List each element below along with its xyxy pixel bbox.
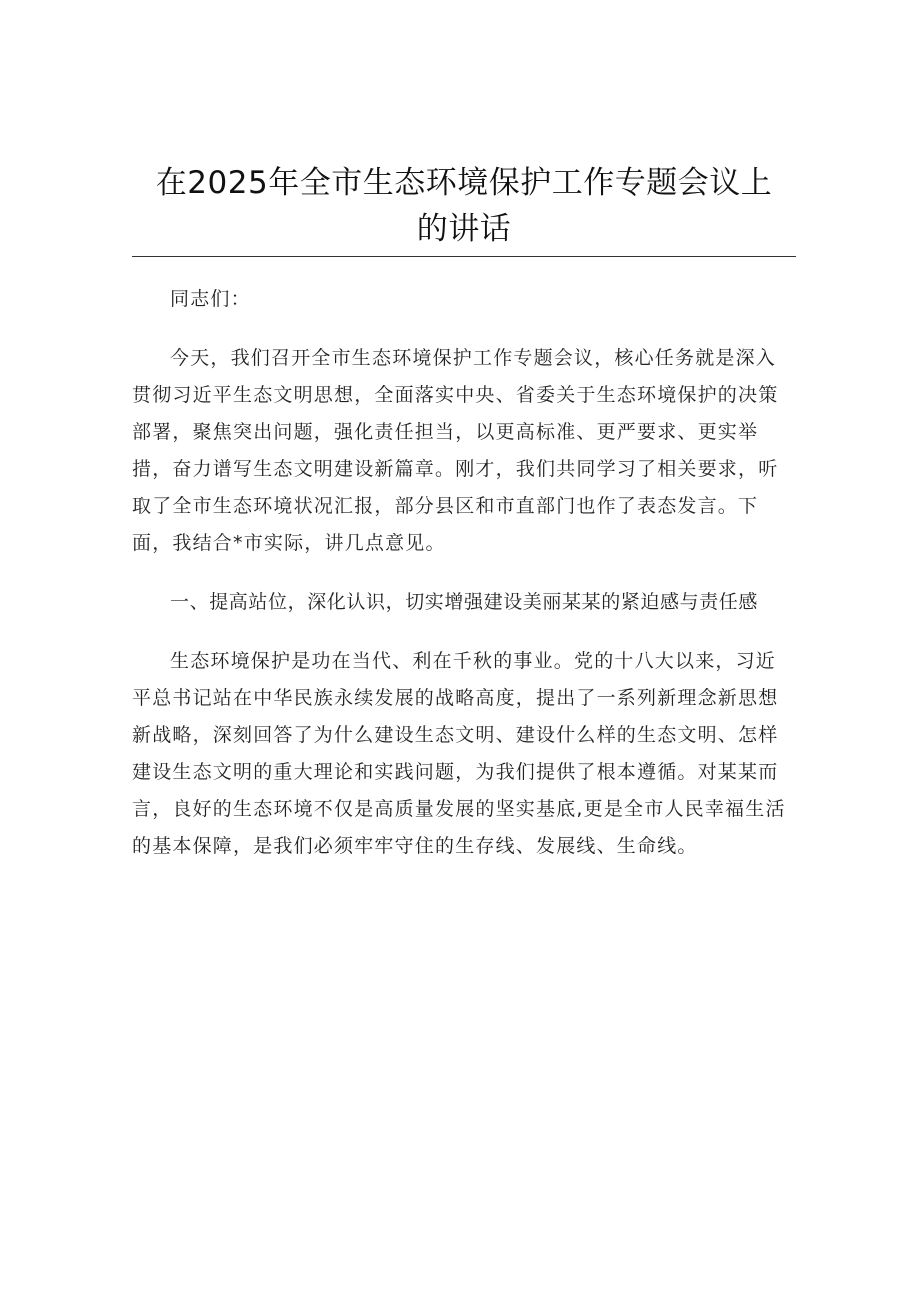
salutation: 同志们： bbox=[170, 288, 251, 310]
title-divider bbox=[132, 256, 796, 257]
section-1-heading: 一、提高站位，深化认识，切实增强建设美丽某某的紧迫感与责任感 bbox=[170, 591, 759, 613]
intro-paragraph: 今天，我们召开全市生态环境保护工作专题会议，核心任务就是深入贯彻习近平生态文明思想，全面落实中央、省委关于生态环境保护的决策部署，聚焦突出问题，强化责任担当，以更高标准、更严要求、更实举措，奋力谱写生态文明建设新篇章。刚才，我们共同学习了相关要求，听取了全市生态环境状况汇报，部分县区和市直部门也作了表态发言。下面，我结合*市实际，讲几点意见。 bbox=[132, 347, 779, 554]
document-title bbox=[132, 160, 796, 252]
section-1-paragraph: 生态环境保护是功在当代、利在千秋的事业。党的十八大以来，习近平总书记站在中华民族永续发展的战略高度，提出了一系列新理念新思想新战略，深刻回答了为什么建设生态文明、建设什么样的生态文明、怎样建设生态文明的重大理论和实践问题，为我们提供了根本遵循。对某某而言，良好的生态环境不仅是高质量发展的坚实基底,更是全市人民幸福生活的基本保障，是我们必须牢牢守住的生存线、发展线、生命线。 bbox=[132, 650, 786, 857]
title-line-1: 在2025年全市生态环境保护工作专题会议上 bbox=[155, 165, 773, 201]
title-line-2: 的讲话 bbox=[416, 211, 512, 247]
document-body bbox=[132, 281, 796, 865]
